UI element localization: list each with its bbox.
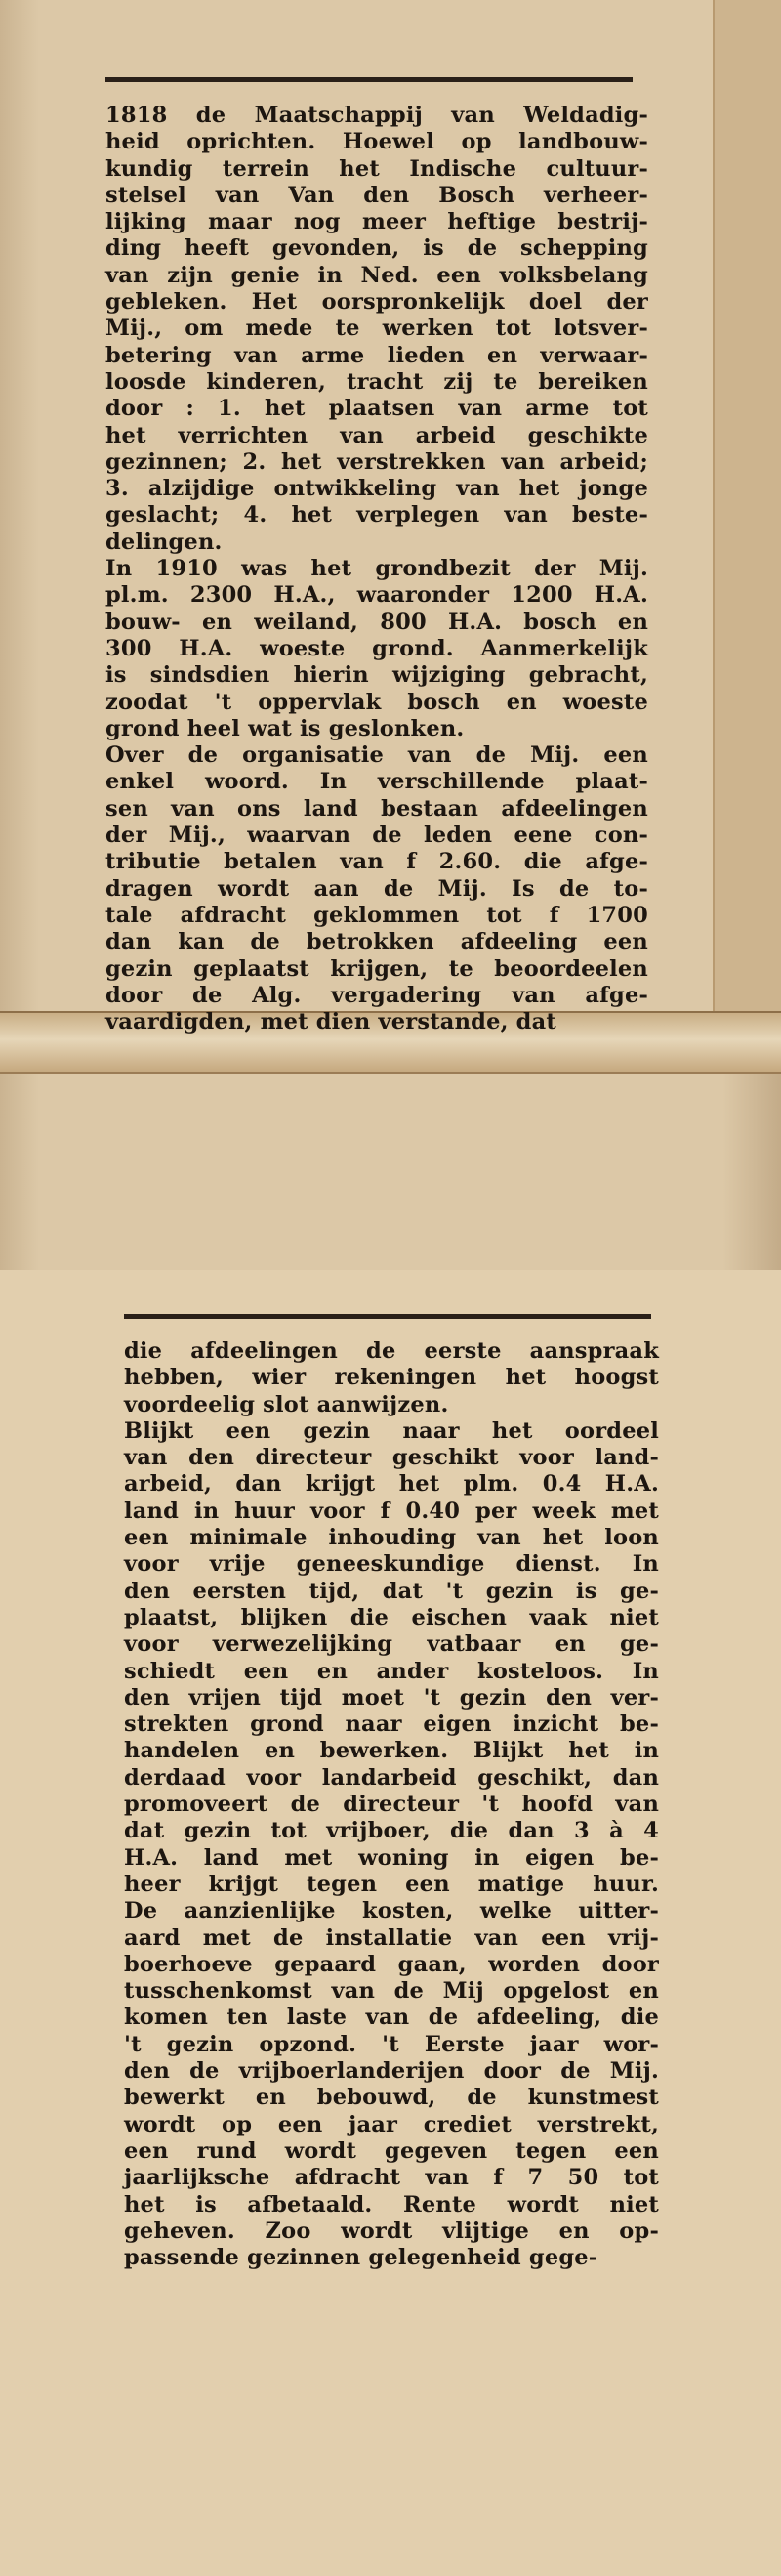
text-line: boerhoeve gepaard gaan, worden door [124,1951,659,1977]
text-line: van den directeur geschikt voor land- [124,1445,659,1471]
text-line: hebben, wier rekeningen het hoogst [124,1365,659,1391]
text-line: jaarlijksche afdracht van f 7 50 tot [124,2165,659,2191]
text-line: passende gezinnen gelegenheid gege- [124,2245,598,2271]
text-line: ding heeft gevonden, is de schepping [105,235,648,262]
text-line: door de Alg. vergadering van afge- [105,982,648,1008]
text-line: wordt op een jaar crediet verstrekt, [124,2111,659,2137]
text-line: vaardigden, met dien verstande, dat [105,1009,556,1035]
text-line: den de vrijboerlanderijen door de Mij. [124,2058,659,2085]
text-line: lijking maar nog meer heftige bestrij- [105,209,648,235]
text-line: een rund wordt gegeven tegen een [124,2137,659,2164]
text-line: gezin geplaatst krijgen, te beoordeelen [105,955,648,982]
text-line: derdaad voor landarbeid geschikt, dan [124,1764,659,1791]
text-line: gezinnen; 2. het verstrekken van arbeid; [105,448,648,475]
text-line: 3. alzijdige ontwikkeling van het jonge [105,476,648,502]
text-line: aard met de installatie van een vrij- [124,1924,659,1951]
text-line: bouw- en weiland, 800 H.A. bosch en [105,609,648,635]
text-line: kundig terrein het Indische cultuur- [105,155,648,182]
text-line: Over de organisatie van de Mij. een [105,742,648,769]
text-line: tributie betalen van f 2.60. die afge- [105,849,648,875]
text-line: zoodat 't oppervlak bosch en woeste [105,689,648,715]
text-line: gebleken. Het oorspronkelijk doel der [105,289,648,316]
text-line: het verrichten van arbeid geschikte [105,422,648,448]
text-line: stelsel van Van den Bosch verheer- [105,182,648,208]
text-line: loosde kinderen, tracht zij te bereiken [105,368,648,395]
text-line: van zijn genie in Ned. een volksbelang [105,262,648,288]
text-line: enkel woord. In verschillende plaat- [105,769,648,795]
text-line: den vrijen tijd moet 't gezin den ver- [124,1684,659,1710]
text-line: voordeelig slot aanwijzen. [124,1391,449,1417]
bottom-article-column [124,1338,659,2271]
text-line: dat gezin tot vrijboer, die dan 3 à 4 [124,1818,659,1844]
top-column-rule [105,77,633,82]
text-line: voor vrije geneeskundige dienst. In [124,1551,659,1578]
top-article-column [105,103,648,1035]
text-line: voor verwezelijking vatbaar en ge- [124,1631,659,1658]
text-line: pl.m. 2300 H.A., waaronder 1200 H.A. [105,582,648,609]
text-line: het is afbetaald. Rente wordt niet [124,2191,659,2217]
text-line: dan kan de betrokken afdeeling een [105,929,648,955]
text-line: een minimale inhouding van het loon [124,1525,659,1551]
text-line: H.A. land met woning in eigen be- [124,1844,659,1871]
text-line: Mij., om mede te werken tot lotsver- [105,316,648,342]
text-line: komen ten laste van de afdeeling, die [124,2005,659,2031]
text-line: door : 1. het plaatsen van arme tot [105,396,648,422]
text-line: 't gezin opzond. 't Eerste jaar wor- [124,2031,659,2057]
text-line: bewerkt en bebouwd, de kunstmest [124,2085,659,2111]
text-line: der Mij., waarvan de leden eene con- [105,823,648,849]
text-line: land in huur voor f 0.40 per week met [124,1498,659,1524]
text-line: is sindsdien hierin wijziging gebracht, [105,662,648,689]
text-line: handelen en bewerken. Blijkt het in [124,1738,659,1764]
text-line: 1818 de Maatschappij van Weldadig- [105,103,648,128]
text-line: arbeid, dan krijgt het plm. 0.4 H.A. [124,1471,659,1498]
text-line: sen van ons land bestaan afdeelingen [105,795,648,822]
text-line: heer krijgt tegen een matige huur. [124,1871,659,1897]
bottom-column-rule [124,1314,651,1319]
text-line: grond heel wat is geslonken. [105,715,465,741]
text-line: 300 H.A. woeste grond. Aanmerkelijk [105,635,648,661]
text-line: geslacht; 4. het verplegen van beste- [105,502,648,528]
text-line: schiedt een en ander kosteloos. In [124,1658,659,1684]
text-line: Blijkt een gezin naar het oordeel [124,1417,659,1444]
text-line: betering van arme lieden en verwaar- [105,342,648,368]
text-line: delingen. [105,528,223,555]
text-line: tale afdracht geklommen tot f 1700 [105,902,648,928]
text-line: die afdeelingen de eerste aanspraak [124,1338,659,1364]
text-line: promoveert de directeur 't hoofd van [124,1792,659,1818]
text-line: strekten grond naar eigen inzicht be- [124,1711,659,1738]
text-line: den eersten tijd, dat 't gezin is ge- [124,1578,659,1604]
paper-edge-strip [713,0,781,1016]
text-line: tusschenkomst van de Mij opgelost en [124,1978,659,2005]
text-line: De aanzienlijke kosten, welke uitter- [124,1898,659,1924]
text-line: dragen wordt aan de Mij. Is de to- [105,875,648,902]
text-line: plaatst, blijken die eischen vaak niet [124,1604,659,1630]
text-line: heid oprichten. Hoewel op landbouw- [105,129,648,155]
text-line: In 1910 was het grondbezit der Mij. [105,556,648,582]
text-line: geheven. Zoo wordt vlijtige en op- [124,2217,659,2244]
